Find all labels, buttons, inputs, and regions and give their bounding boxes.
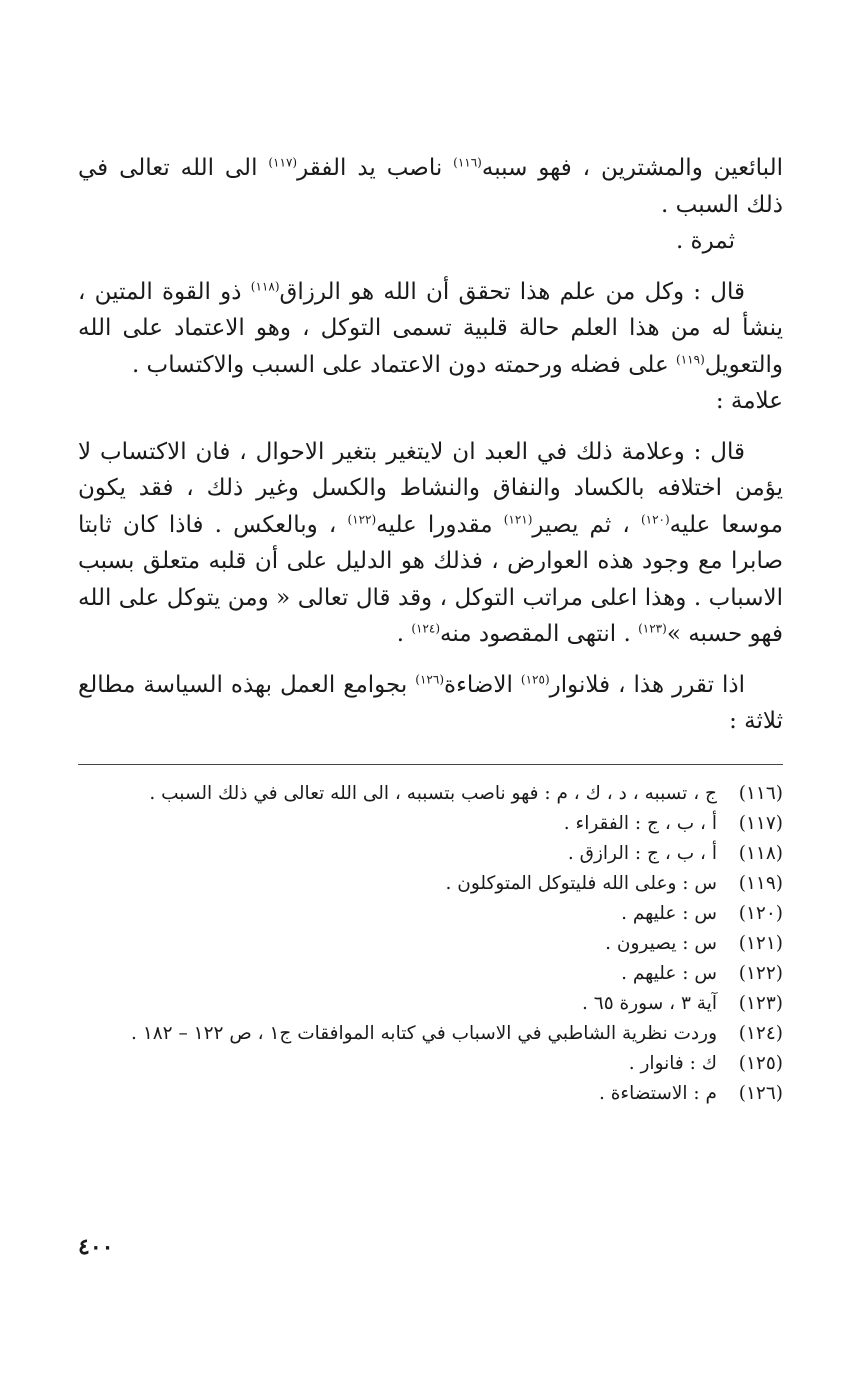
paragraph-1: البائعين والمشترين ، فهو سببه$^{(١١٦)}$ ناصب يد الفقر$^{(١١٧)}$ الى الله تعالى في ذلك السبب . [78, 155, 783, 218]
footnote-number: (١١٨) [738, 842, 783, 864]
footnote-text: ج ، تسببه ، د ، ك ، م : فهو ناصب بتسببه ، الى الله تعالى في ذلك السبب . [149, 782, 717, 804]
footnote-ref-123[interactable]: (١٢٣) [638, 621, 667, 636]
footnote-number: (١١٧) [738, 812, 783, 834]
footnote-ref-125[interactable]: (١٢٥) [520, 671, 550, 686]
footnote-number: (١٢٠) [738, 902, 783, 924]
footnote-text: م : الاستضاءة . [598, 1082, 717, 1104]
footnote-ref-126[interactable]: (١٢٦) [415, 671, 445, 686]
main-text [78, 150, 783, 740]
footnote-ref-119[interactable]: (١١٩) [676, 351, 705, 366]
footnote-number: (١٢٥) [738, 1052, 783, 1074]
footnote-118 [78, 839, 783, 869]
footnote-divider [78, 764, 783, 765]
footnote-text: س : عليهم . [621, 962, 717, 984]
footnote-ref-122[interactable]: (١٢٢) [347, 511, 377, 526]
footnote-text: س : وعلى الله فليتوكل المتوكلون . [445, 872, 717, 894]
footnote-ref-118[interactable]: (١١٨) [250, 278, 280, 293]
footnotes [78, 779, 783, 1109]
footnote-text: س : يصيرون . [605, 932, 717, 954]
footnote-text: س : عليهم . [621, 902, 717, 924]
footnote-text: ك : فانوار . [628, 1052, 717, 1074]
footnote-ref-116[interactable]: (١١٦) [453, 155, 482, 170]
footnote-123 [78, 989, 783, 1019]
section-heading-thamara: ثمرة . [675, 228, 735, 254]
paragraph-3: قال : وعلامة ذلك في العبد ان لايتغير بتغير الاحوال ، فان الاكتساب لا يؤمن اختلافه بالكساد والنفاق والنشاط والكسل وغير ذلك ، فقد يكون موسعا عليه$^{(١٢٠)}$ ، ثم يصير$^{(١٢١)}$ مقدورا عليه$^{(١٢٢)}$ ، وبالعكس . فاذا كان ثابتا صابرا مع وجود هذه العوارض ، فذلك هو الدليل على أن قلبه متعلق بسبب الاسباب . وهذا اعلى مراتب التوكل ، وقد قال تعالى « ومن يتوكل على الله فهو حسبه »$^{(١٢٣)}$ . انتهى المقصود منه$^{(١٢٤)}$ . [78, 438, 783, 647]
paragraph-2: قال : وكل من علم هذا تحقق أن الله هو الرزاق$^{(١١٨)}$ ذو القوة المتين ، ينشأ له من هذا العلم حالة قلبية تسمى التوكل ، وهو الاعتماد على الله والتعويل$^{(١١٩)}$ على فضله ورحمته دون الاعتماد على السبب والاكتساب . [78, 278, 783, 378]
footnote-text: أ ، ب ، ج : الرازق . [567, 842, 717, 864]
footnote-121 [78, 929, 783, 959]
footnote-ref-120[interactable]: (١٢٠) [640, 511, 670, 526]
section-heading-alama: علامة : [715, 388, 783, 414]
paragraph-4: اذا تقرر هذا ، فلانوار$^{(١٢٥)}$ الاضاءة$^{(١٢٦)}$ بجوامع العمل بهذه السياسة مطالع ثلاثة : [78, 671, 783, 734]
footnote-ref-124[interactable]: (١٢٤) [411, 621, 441, 636]
footnote-116 [78, 779, 783, 809]
footnote-number: (١٢١) [738, 932, 783, 954]
footnote-text: آية ٣ ، سورة ٦٥ . [582, 992, 717, 1014]
footnote-119 [78, 869, 783, 899]
page-content [78, 150, 783, 1109]
footnote-number: (١٢٦) [738, 1082, 783, 1104]
footnote-number: (١٢٣) [738, 992, 783, 1014]
footnote-text: أ ، ب ، ج : الفقراء . [563, 812, 717, 834]
footnote-number: (١١٦) [738, 782, 783, 804]
footnote-117 [78, 809, 783, 839]
footnote-122 [78, 959, 783, 989]
footnote-number: (١٢٤) [738, 1022, 783, 1044]
footnote-number: (١٢٢) [738, 962, 783, 984]
footnote-125 [78, 1049, 783, 1079]
footnote-126 [78, 1079, 783, 1109]
footnote-124 [78, 1019, 783, 1049]
page-number: ٤٠٠ [78, 1234, 114, 1260]
footnote-text: وردت نظرية الشاطبي في الاسباب في كتابه الموافقات ج١ ، ص ١٢٢ – ١٨٢ . [131, 1022, 717, 1044]
footnote-ref-121[interactable]: (١٢١) [503, 511, 533, 526]
footnote-120 [78, 899, 783, 929]
footnote-ref-117[interactable]: (١١٧) [268, 155, 298, 170]
footnote-number: (١١٩) [738, 872, 783, 894]
